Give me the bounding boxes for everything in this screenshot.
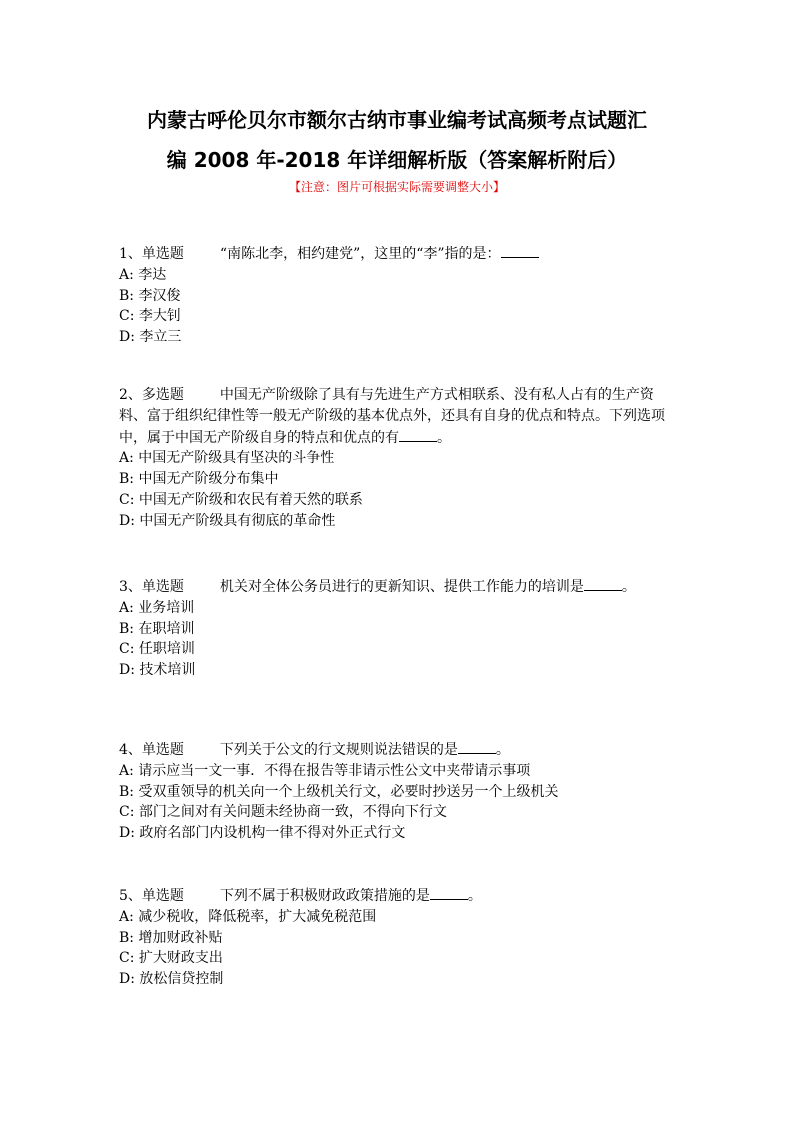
option-a: A: 中国无产阶级具有坚决的斗争性	[119, 450, 335, 467]
question-text: 机关对全体公务员进行的更新知识、提供工作能力的培训是	[219, 579, 584, 595]
question-stem	[119, 243, 679, 265]
resize-notice: 【注意：图片可根据实际需要调整大小】	[288, 180, 505, 194]
question-4	[119, 739, 679, 844]
question-number: 2、多选题	[119, 387, 184, 403]
question-number: 3、单选题	[119, 579, 184, 595]
answer-blank	[584, 576, 622, 591]
question-number: 5、单选题	[119, 888, 184, 904]
option-d: D: 放松信贷控制	[119, 971, 224, 988]
option-c: C: 中国无产阶级和农民有着天然的联系	[119, 491, 363, 508]
question-2	[119, 385, 679, 532]
question-stem	[119, 739, 679, 761]
option-d: D: 中国无产阶级具有彻底的革命性	[119, 512, 336, 529]
question-text-end: 。	[437, 429, 451, 446]
option-d: D: 李立三	[119, 329, 182, 346]
question-5	[119, 885, 679, 990]
option-c: C: 扩大财政支出	[119, 950, 223, 967]
answer-blank	[458, 739, 496, 754]
answer-blank	[430, 885, 468, 900]
option-a: A: 请示应当一文一事．不得在报告等非请示性公文中夹带请示事项	[119, 762, 531, 779]
question-text: “南陈北李，相约建党”，这里的“李”指的是：	[219, 246, 501, 262]
question-number: 4、单选题	[119, 742, 184, 758]
option-d: D: 政府名部门内设机构一律不得对外正式行文	[119, 825, 406, 842]
question-number: 1、单选题	[119, 246, 184, 262]
question-text-end: 。	[495, 742, 510, 758]
option-b: B: 李汉俊	[119, 287, 181, 304]
question-stem	[119, 385, 679, 448]
document-title-line-2: 编 2008 年-2018 年详细解析版（答案解析附后）	[166, 148, 628, 172]
option-c: C: 李大钊	[119, 308, 181, 325]
option-c: C: 任职培训	[119, 641, 195, 658]
option-c: C: 部门之间对有关问题未经协商一致，不得向下行文	[119, 804, 447, 821]
option-b: B: 增加财政补贴	[119, 929, 223, 946]
question-text-end: 。	[467, 888, 482, 904]
option-a: A: 李达	[119, 266, 167, 283]
answer-blank	[399, 427, 437, 442]
option-b: B: 在职培训	[119, 620, 195, 637]
question-stem	[119, 576, 679, 598]
option-b: B: 中国无产阶级分布集中	[119, 471, 279, 488]
answer-blank	[501, 243, 539, 258]
question-1	[119, 243, 679, 348]
option-a: A: 减少税收，降低税率，扩大减免税范围	[119, 908, 377, 925]
question-text: 中国无产阶级除了具有与先进生产方式相联系、没有私人占有的生产资料、富于组织纪律性等一般无产阶级的基本优点外，还具有自身的优点和特点。下列选项中，属于中国无产阶级自身的特点和优点的有	[119, 387, 665, 446]
option-a: A: 业务培训	[119, 599, 195, 616]
option-d: D: 技术培训	[119, 662, 196, 679]
document-title-line-1: 内蒙古呼伦贝尔市额尔古纳市事业编考试高频考点试题汇	[147, 108, 647, 132]
question-text-end: 。	[621, 579, 636, 595]
question-3	[119, 576, 679, 681]
question-text: 下列关于公文的行文规则说法错误的是	[219, 742, 458, 758]
question-stem	[119, 885, 679, 907]
question-text: 下列不属于积极财政政策措施的是	[219, 888, 430, 904]
option-b: B: 受双重领导的机关向一个上级机关行文，必要时抄送另一个上级机关	[119, 783, 559, 800]
